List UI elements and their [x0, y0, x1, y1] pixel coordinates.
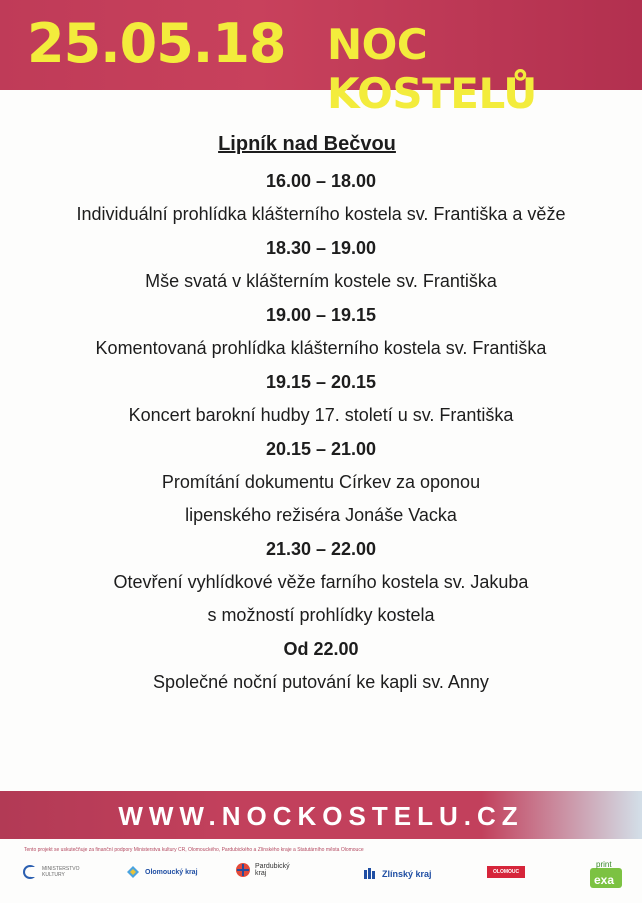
- pardubicky-kraj-logo: [235, 862, 291, 878]
- logo-label: Zlínský kraj: [382, 869, 432, 879]
- program-time: 19.15 – 20.15: [265, 372, 377, 392]
- pardubicky-kraj-icon: [235, 862, 251, 878]
- program-description: Mše svatá v klášterním kostele sv. Františka: [145, 271, 497, 291]
- logo-label: Olomoucký kraj: [145, 868, 198, 876]
- zlinsky-kraj-icon: [362, 866, 378, 882]
- program-description: Koncert barokní hudby 17. století u sv. Františka: [128, 405, 514, 425]
- footer-banner: [0, 791, 642, 839]
- ministry-icon: [22, 864, 38, 880]
- sponsor-logos: [0, 858, 642, 898]
- svg-text:exa: exa: [594, 873, 615, 887]
- program: [0, 124, 642, 699]
- program-description: s možností prohlídky kostela: [207, 605, 435, 625]
- program-time: 16.00 – 18.00: [265, 171, 377, 191]
- zlinsky-kraj-logo: [362, 866, 432, 882]
- olomoucky-kraj-logo: [125, 864, 198, 880]
- program-description: Promítání dokumentu Církev za oponou: [161, 472, 481, 492]
- ministerstvo-kultury-logo: [22, 864, 82, 880]
- website-url: WWW.NOCKOSTELU.CZ: [118, 801, 524, 831]
- program-description: Komentovaná prohlídka klášterního kostela sv. Františka: [95, 338, 547, 358]
- olomouc-logo: [487, 866, 525, 878]
- olomouc-badge: OLOMOUC: [487, 866, 525, 878]
- program-description: Individuální prohlídka klášterního kostela sv. Františka a věže: [76, 204, 566, 224]
- program-time: 20.15 – 21.00: [265, 439, 377, 459]
- place-name: Lipník nad Bečvou: [218, 133, 396, 155]
- event-title: NOC KOSTELŮ: [327, 20, 537, 118]
- program-time: 18.30 – 19.00: [265, 238, 377, 258]
- logo-label: Pardubický kraj: [255, 863, 290, 877]
- support-text: Tento projekt se uskutečňuje za finanční podpory Ministerstva kultury ČR, Olomouckého, Pardubického a Zlínského kraje a Statutárního města Olomouce: [24, 847, 364, 853]
- event-date: 25.05.18: [27, 12, 286, 75]
- logo-label: MINISTERSTVO KULTURY: [42, 866, 80, 878]
- program-description: Otevření vyhlídkové věže farního kostela sv. Jakuba: [113, 572, 529, 592]
- program-time: 21.30 – 22.00: [265, 539, 377, 559]
- program-description: Společné noční putování ke kapli sv. Anny: [153, 672, 489, 692]
- olomoucky-kraj-icon: [125, 864, 141, 880]
- program-time: 19.00 – 19.15: [265, 305, 377, 325]
- program-time: Od 22.00: [283, 639, 359, 659]
- program-description: lipenského režiséra Jonáše Vacka: [185, 505, 457, 525]
- print-exa-icon: [588, 858, 626, 890]
- header-banner: [0, 0, 642, 118]
- print-exa-logo: [588, 858, 626, 890]
- svg-text:print: print: [596, 860, 612, 869]
